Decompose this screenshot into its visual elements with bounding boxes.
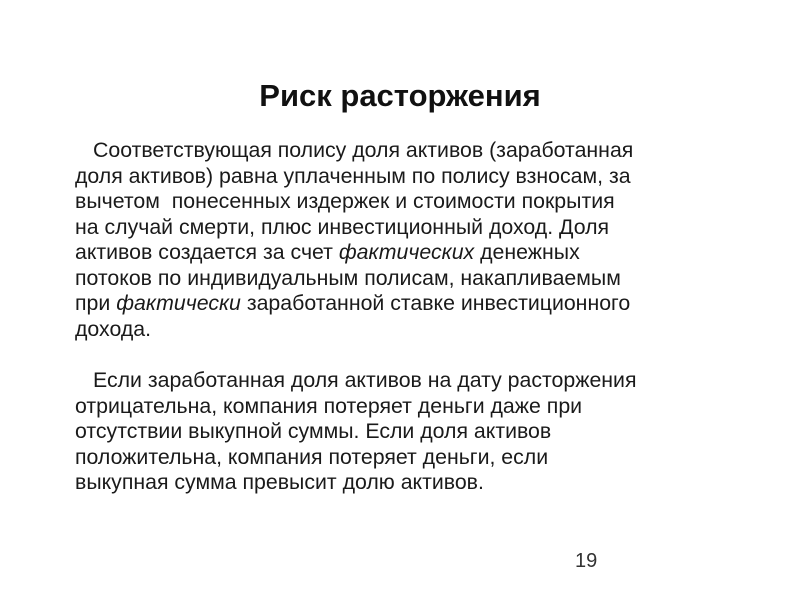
text-line: доля активов) равна уплаченным по полису взносам, за bbox=[75, 163, 631, 188]
text-line: активов создается за счет фактических денежных bbox=[75, 240, 580, 264]
text-line: вычетом понесенных издержек и стоимости покрытия bbox=[75, 189, 615, 213]
emphasis-text: фактически bbox=[116, 291, 241, 315]
text-line: на случай смерти, плюс инвестиционный доход. Доля bbox=[75, 214, 610, 239]
emphasis-text: фактических bbox=[338, 240, 475, 264]
paragraph-2 bbox=[75, 368, 755, 496]
text-line: при фактически заработанной ставке инвестиционного bbox=[75, 291, 631, 315]
text-line: выкупная сумма превысит долю активов. bbox=[75, 470, 484, 494]
page-number: 19 bbox=[575, 550, 598, 572]
text-line: отсутствии выкупной суммы. Если доля активов bbox=[75, 419, 552, 443]
text-line: положительна, компания потеряет деньги, если bbox=[75, 444, 549, 469]
slide-title: Риск расторжения bbox=[259, 78, 541, 113]
paragraph-1 bbox=[75, 138, 755, 342]
slide-body bbox=[75, 138, 755, 496]
text-line: Соответствующая полису доля активов (заработанная bbox=[93, 138, 634, 162]
text-line: Если заработанная доля активов на дату расторжения bbox=[93, 368, 637, 392]
text-line: потоков по индивидуальным полисам, накапливаемым bbox=[75, 265, 621, 290]
text-line: отрицательна, компания потеряет деньги даже при bbox=[75, 393, 583, 418]
text-line: дохода. bbox=[75, 316, 152, 341]
